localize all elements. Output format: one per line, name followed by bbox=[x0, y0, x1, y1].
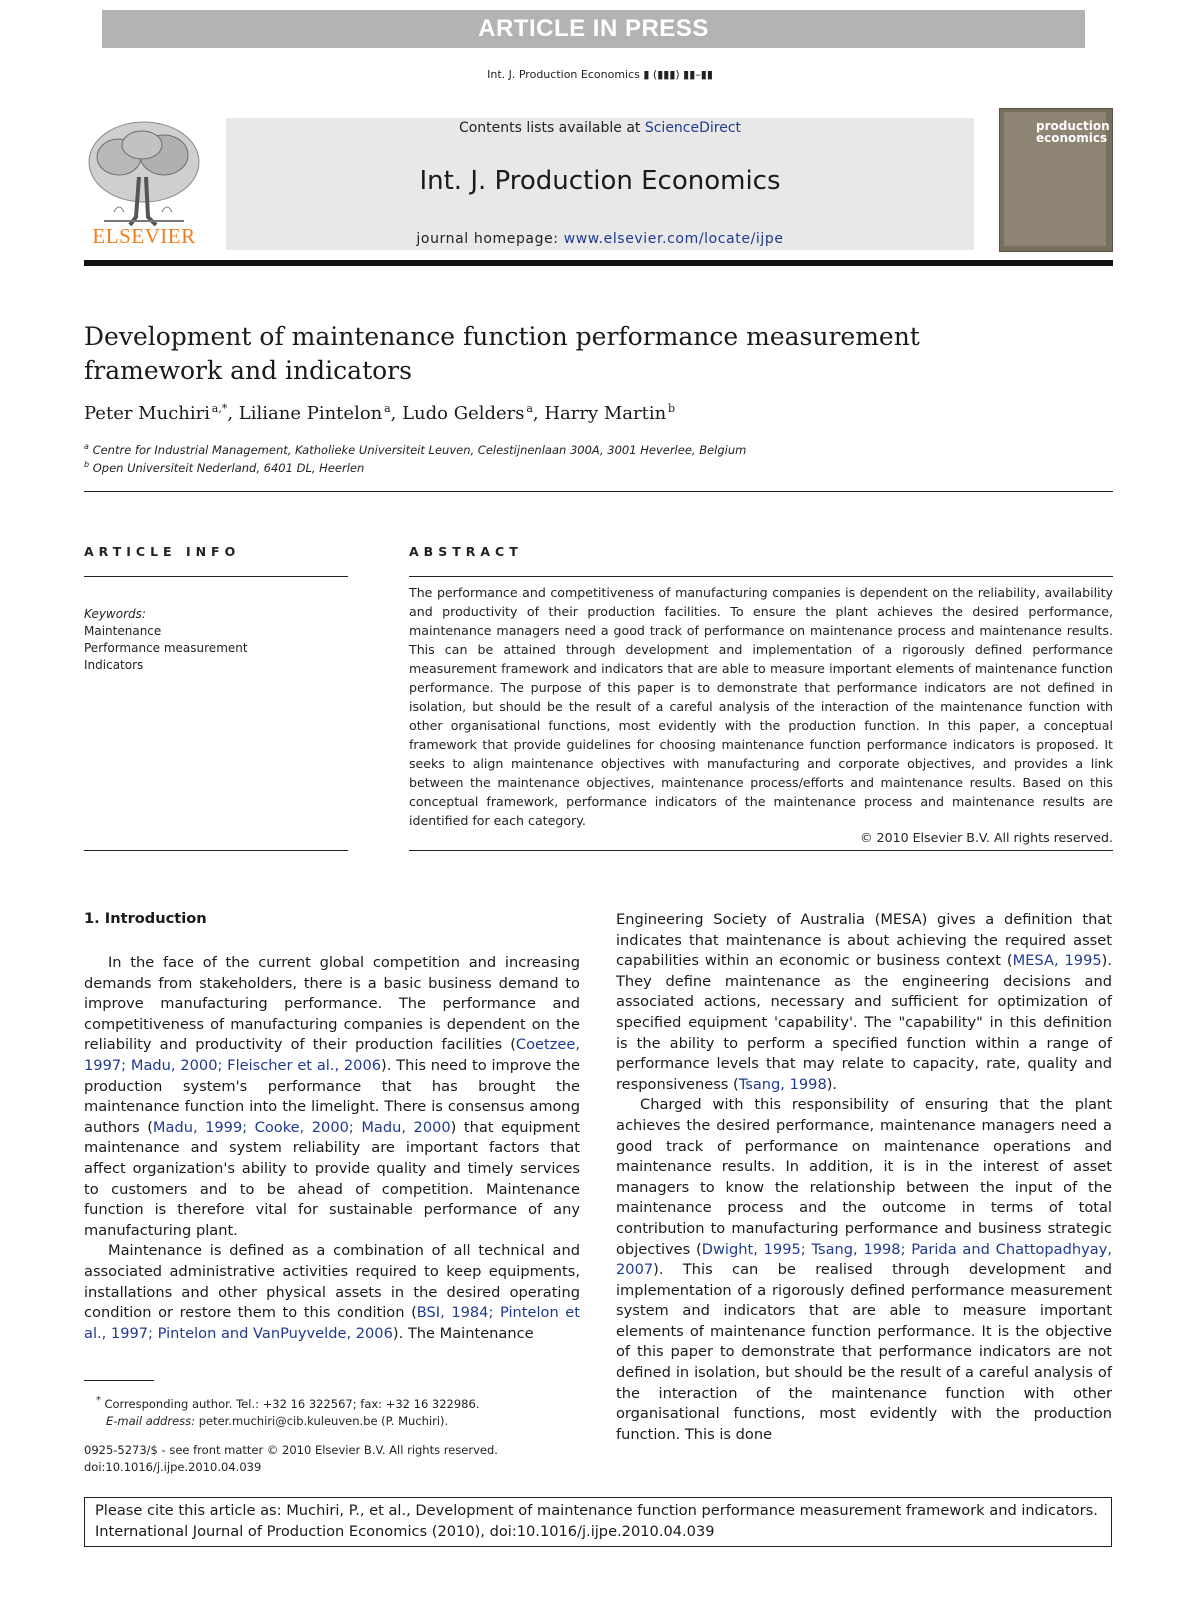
paragraph bbox=[616, 910, 1112, 1095]
citation-link[interactable]: BSI, 1984; Pintelon et al., 1997; Pintelon and VanPuyvelde, 2006 bbox=[84, 1304, 580, 1342]
divider bbox=[84, 850, 348, 851]
divider bbox=[409, 850, 1113, 851]
paragraph bbox=[84, 1241, 580, 1344]
footnote bbox=[84, 1392, 580, 1430]
abstract-heading: ABSTRACT bbox=[409, 544, 523, 559]
elsevier-wordmark: ELSEVIER bbox=[92, 224, 196, 248]
homepage-prefix: journal homepage: bbox=[416, 231, 564, 247]
citation-link[interactable]: MESA, 1995 bbox=[1012, 952, 1102, 970]
author-affiliation-mark: a bbox=[526, 402, 533, 415]
paragraph-text: ). They define maintenance as the engineering decisions and associated actions, necessary and sufficient for optimization of specified equipment 'capability'. The "capability" in this definition is the ability to perform a specified function within a range of performance levels that may relate to capacity, rate, quality and responsiveness ( bbox=[616, 952, 1112, 1093]
footnote-mark: * bbox=[96, 1395, 101, 1406]
footnote-rule bbox=[84, 1380, 154, 1381]
paragraph-text: Charged with this responsibility of ensuring that the plant achieves the desired performance, maintenance managers need a good track of performance on maintenance operations and maintenance results. In addition, it is in the interest of asset managers to know the relationship between the input of the maintenance process and the outcome in terms of total contribution to manufacturing performance and business strategic objectives ( bbox=[616, 1096, 1112, 1258]
keyword: Performance measurement bbox=[84, 641, 248, 655]
footnote-line bbox=[84, 1413, 580, 1430]
divider bbox=[84, 491, 1113, 492]
paragraph-text: ) that equipment maintenance and system reliability are important factors that affect organization's ability to provide quality and timely services to customers and to be ahead of competition. Maintenance function is therefore vital for sustainable performance of any manufacturing plant. bbox=[84, 1118, 580, 1239]
affiliation-mark: a bbox=[84, 442, 89, 451]
paragraph-text: ). The Maintenance bbox=[392, 1324, 534, 1342]
paragraph-text: Engineering Society of Australia (MESA) gives a definition that indicates that maintenance is about achieving the required asset capabilities within an economic or business context ( bbox=[616, 911, 1112, 970]
journal-title: Int. J. Production Economics bbox=[419, 166, 781, 196]
affiliation-text: Centre for Industrial Management, Katholieke Universiteit Leuven, Celestijnenlaan 300A, 3001 Heverlee, Belgium bbox=[92, 442, 747, 457]
affiliation bbox=[84, 442, 746, 457]
corresponding-author-note: Corresponding author. Tel.: +32 16 322567; fax: +32 16 322986. bbox=[104, 1396, 480, 1411]
journal-homepage-link[interactable]: www.elsevier.com/locate/ijpe bbox=[563, 231, 784, 247]
author-list: Peter Muchiri $^{a,*}$, Liliane Pintelon $^a$, Ludo Gelders $^a$, Harry Martin $^b$ bbox=[84, 402, 676, 424]
paragraph-text: ). bbox=[826, 1075, 838, 1093]
article-in-press-banner: ARTICLE IN PRESS bbox=[102, 10, 1085, 48]
paragraph-text: ). This need to improve the production system's performance that has brought the maintenance function into the limelight. There is consensus among authors ( bbox=[84, 1056, 580, 1136]
contents-line bbox=[226, 120, 974, 136]
header-rule bbox=[84, 260, 1113, 266]
author-affiliation-mark: a bbox=[384, 402, 391, 415]
keyword: Indicators bbox=[84, 658, 144, 672]
footnote-line bbox=[84, 1392, 580, 1413]
paragraph bbox=[616, 1095, 1112, 1445]
article-info-heading: ARTICLE INFO bbox=[84, 544, 241, 559]
paragraph-text: In the face of the current global competition and increasing demands from stakeholders, there is a basic business demand to improve manufacturing performance. The performance and competitiveness of manufacturing companies is dependent on the reliability and productivity of their production facilities ( bbox=[84, 954, 580, 1054]
citation-link[interactable]: Madu, 1999; Cooke, 2000; Madu, 2000 bbox=[152, 1118, 451, 1136]
article-title: Development of maintenance function performance measurement framework and indicators bbox=[84, 322, 920, 385]
body-column-right bbox=[616, 910, 1112, 1445]
citation-link[interactable]: Tsang, 1998 bbox=[738, 1075, 827, 1093]
journal-cover-title: production economics bbox=[1036, 119, 1110, 145]
affiliation-mark: b bbox=[84, 460, 90, 469]
contents-prefix: Contents lists available at bbox=[458, 120, 645, 136]
section-heading-introduction: 1. Introduction bbox=[84, 910, 207, 927]
citation-link[interactable]: Dwight, 1995; Tsang, 1998; Parida and Chattopadhyay, 2007 bbox=[616, 1240, 1112, 1279]
sciencedirect-link[interactable]: ScienceDirect bbox=[644, 120, 742, 136]
author-name: Peter Muchiri bbox=[84, 403, 210, 424]
author-name: Harry Martin bbox=[544, 403, 667, 424]
abstract-text: The performance and competitiveness of manufacturing companies is dependent on the reliability, availability and productivity of their production facilities. To ensure the plant achieves the desired performance, maintenance managers need a good track of performance on maintenance process and maintenance results. This can be attained through development and implementation of a rigorously defined performance measurement framework and indicators that are able to measure important elements of maintenance function performance. The purpose of this paper is to demonstrate that performance indicators are not defined in isolation, but should be the result of a careful analysis of the interaction of the maintenance function with other organisational functions, most evidently with the production function. In this paper, a conceptual framework that provide guidelines for choosing maintenance function performance indicators is proposed. It seeks to align maintenance objectives with manufacturing and corporate objectives, and provides a link between the maintenance objectives, maintenance process/efforts and maintenance results. Based on this conceptual framework, performance indicators of the maintenance process and maintenance results are identified for each category. bbox=[409, 585, 1113, 828]
abstract-copyright: © 2010 Elsevier B.V. All rights reserved. bbox=[859, 830, 1113, 845]
email-label: E-mail address: bbox=[106, 1413, 196, 1428]
body-column-left bbox=[84, 953, 580, 1344]
affiliation bbox=[84, 460, 364, 475]
divider bbox=[409, 576, 1113, 577]
paragraph-text: Maintenance is defined as a combination of all technical and associated administrative activities required to keep equipments, installations and other physical assets in the desired operating condition or restore them to this condition ( bbox=[84, 1242, 580, 1322]
keywords-label: Keywords: bbox=[84, 607, 146, 621]
citation-box: Please cite this article as: Muchiri, P., et al., Development of maintenance function performance measurement framework and indicators. International Journal of Production Economics (2010), doi:10.1016/j.ijpe.2010.04.039 bbox=[84, 1497, 1112, 1547]
author-affiliation-mark: a,* bbox=[211, 402, 228, 415]
author-affiliation-mark: b bbox=[668, 402, 676, 415]
divider bbox=[84, 576, 348, 577]
issn-block bbox=[84, 1442, 580, 1476]
citation-link[interactable]: Coetzee, 1997; Madu, 2000; Fleischer et al., 2006 bbox=[84, 1036, 580, 1074]
paragraph bbox=[84, 953, 580, 1241]
paragraph-text: ). This can be realised through development and implementation of a rigorously defined performance measurement system and indicators that are able to measure important elements of maintenance function performance. It is the objective of this paper to demonstrate that performance indicators are not defined in isolation, but should be the result of a careful analysis of the interaction of the maintenance function with other organisational functions, most evidently with the production function. This is done bbox=[616, 1261, 1112, 1443]
keyword: Maintenance bbox=[84, 624, 162, 638]
affiliation-text: Open Universiteit Nederland, 6401 DL, Heerlen bbox=[92, 460, 365, 475]
doi-line[interactable]: doi:10.1016/j.ijpe.2010.04.039 bbox=[84, 1460, 262, 1474]
running-head: Int. J. Production Economics ▮ (▮▮▮) ▮▮–▮▮ bbox=[487, 68, 713, 81]
author-name: Ludo Gelders bbox=[402, 403, 525, 424]
issn-line: 0925-5273/$ - see front matter © 2010 Elsevier B.V. All rights reserved. bbox=[84, 1443, 498, 1457]
keywords-block bbox=[84, 606, 248, 674]
author-name: Liliane Pintelon bbox=[238, 403, 383, 424]
email-address[interactable]: peter.muchiri@cib.kuleuven.be (P. Muchiri). bbox=[198, 1413, 449, 1428]
homepage-line bbox=[226, 231, 974, 247]
